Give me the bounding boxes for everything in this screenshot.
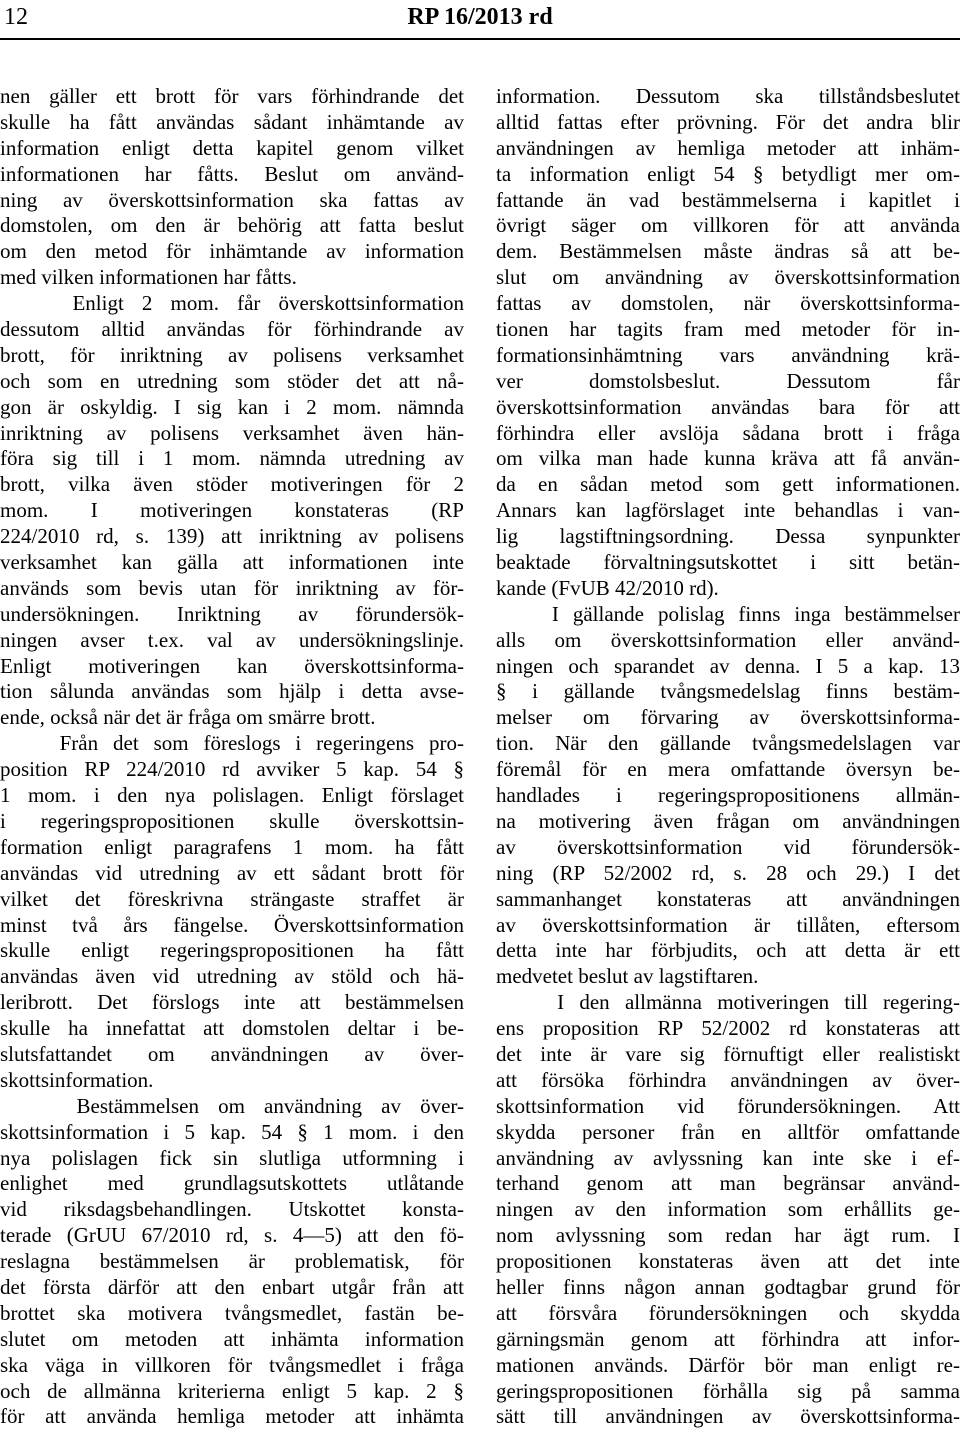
- text-line: fattande än vad bestämmelserna i kapitlet i: [496, 187, 960, 212]
- text-line: minst två års fängelse. Överskottsinformation: [0, 912, 464, 937]
- text-line: slutsfattandet om användningen av över-: [0, 1041, 464, 1066]
- text-line: formation enligt paragrafens 1 mom. ha fått: [0, 834, 464, 859]
- text-line: av överskottsinformation är tillåten, eftersom: [496, 912, 960, 937]
- text-line: sätt till användningen av överskottsinforma-: [496, 1404, 960, 1429]
- text-line: reslagna bestämmelsen är problematisk, för: [0, 1249, 464, 1274]
- text-line: skydda personer från en alltför omfattande: [496, 1119, 960, 1144]
- right-text-column: [496, 84, 960, 1430]
- text-line: Enligt motiveringen kan överskottsinforma-: [0, 653, 464, 678]
- text-line: 224/2010 rd, s. 139) att inriktning av polisens: [0, 524, 464, 549]
- text-line: ens proposition RP 52/2002 rd konstateras att: [496, 1016, 960, 1041]
- text-line: kande (FvUB 42/2010 rd).: [496, 575, 719, 600]
- text-line: domstolen, om den är behörig att fatta beslut: [0, 213, 464, 238]
- text-line: användningen av hemliga metoder att inhäm-: [496, 135, 960, 160]
- text-line: tionen har tagits fram med metoder för in-: [496, 317, 960, 342]
- text-line: tion sålunda användas som hjälp i detta avse-: [0, 679, 464, 704]
- text-line: att försöka förhindra användningen av över-: [496, 1067, 960, 1092]
- text-line: föra sig till i 1 mom. nämnda utredning av: [0, 446, 464, 471]
- text-line: i regeringspropositionen skulle överskottsin-: [0, 808, 464, 833]
- text-line: beaktade förvaltningsutskottet i sitt betän-: [496, 550, 960, 575]
- text-line: skulle enligt regeringspropositionen ha fått: [0, 938, 464, 963]
- text-line: slut om användning av överskottsinformation: [496, 265, 960, 290]
- text-line: dessutom alltid användas för förhindrande av: [0, 317, 464, 342]
- text-line: nya polislagen fick sin slutliga utformning i: [0, 1145, 464, 1170]
- text-line: tion. När den gällande tvångsmedelslagen var: [496, 731, 960, 756]
- page-header: [0, 0, 960, 44]
- left-text-column: [0, 84, 464, 1430]
- text-line: ning av överskottsinformation ska fattas av: [0, 187, 464, 212]
- text-line: övrigt säger om villkoren för att använda: [496, 213, 960, 238]
- text-line: position RP 224/2010 rd avviker 5 kap. 54 §: [0, 757, 464, 782]
- text-line: mationen används. Därför bör man enligt re-: [496, 1352, 960, 1377]
- text-line: Bestämmelsen om användning av över-: [0, 1093, 464, 1118]
- text-line: melser om förvaring av överskottsinforma-: [496, 705, 960, 730]
- text-line: ska väga in villkoren för tvångsmedlet i fråga: [0, 1352, 464, 1377]
- text-line: gon är oskyldig. I sig kan i 2 mom. nämnda: [0, 394, 464, 419]
- text-line: det första därför att den enbart utgår från att: [0, 1274, 464, 1299]
- text-line: skottsinformation.: [0, 1067, 154, 1092]
- text-line: da en sådan metod som gett informationen.: [496, 472, 960, 497]
- text-line: geringspropositionen förhålla sig på samma: [496, 1378, 960, 1403]
- text-line: I den allmänna motiveringen till regering-: [496, 990, 960, 1015]
- text-line: information enligt detta kapitel genom vilket: [0, 135, 464, 160]
- text-line: nom avlyssning som redan har ägt rum. I: [496, 1223, 960, 1248]
- text-line: ningen avser t.ex. val av undersökningslinje.: [0, 627, 464, 652]
- text-line: skottsinformation vid förundersökningen. Att: [496, 1093, 960, 1118]
- text-line: leribrott. Det förslogs inte att bestämmelsen: [0, 990, 464, 1015]
- text-line: nen gäller ett brott för vars förhindrande det: [0, 84, 464, 108]
- text-line: skulle ha fått användas sådant inhämtande av: [0, 109, 464, 134]
- text-line: 1 mom. i den nya polislagen. Enligt förslaget: [0, 783, 464, 808]
- text-line: med vilken informationen har fåtts.: [0, 265, 297, 290]
- text-line: terhand genom att man begränsar använd-: [496, 1171, 960, 1196]
- text-line: alls om överskottsinformation eller använd-: [496, 627, 960, 652]
- text-line: ende, också när det är fråga om smärre brott.: [0, 705, 376, 730]
- text-line: ning (RP 52/2002 rd, s. 28 och 29.) I det: [496, 860, 960, 885]
- text-line: na motivering även frågan om användningen: [496, 808, 960, 833]
- document-id: RP 16/2013 rd: [407, 4, 553, 30]
- text-line: skottsinformation i 5 kap. 54 § 1 mom. i den: [0, 1119, 464, 1144]
- text-line: föremål för en mera omfattande översyn be-: [496, 757, 960, 782]
- text-line: Enligt 2 mom. får överskottsinformation: [0, 291, 464, 316]
- text-line: slutet om metoden att inhämta information: [0, 1326, 464, 1351]
- text-line: inriktning av polisens verksamhet även hän-: [0, 420, 464, 445]
- text-line: förhindra eller avslöja sådana brott i fråga: [496, 420, 960, 445]
- text-line: Från det som föreslogs i regeringens pro-: [0, 731, 464, 756]
- text-line: § i gällande tvångsmedelslag finns bestäm-: [496, 679, 960, 704]
- text-line: information. Dessutom ska tillståndsbeslutet: [496, 84, 960, 108]
- text-line: om den metod för inhämtande av information: [0, 239, 464, 264]
- text-line: brott, vilka även stöder motiveringen för 2: [0, 472, 464, 497]
- text-line: medvetet beslut av lagstiftaren.: [496, 964, 759, 989]
- text-line: mom. I motiveringen konstateras (RP: [0, 498, 464, 523]
- text-line: om vilka man hade kunna kräva att få använ-: [496, 446, 960, 471]
- text-line: brottet ska motivera tvångsmedlet, fastän be-: [0, 1300, 464, 1325]
- text-line: fattas av domstolen, när överskottsinforma-: [496, 291, 960, 316]
- text-line: ver domstolsbeslut. Dessutom får: [496, 368, 960, 393]
- text-line: av överskottsinformation vid förundersök-: [496, 834, 960, 859]
- text-line: för att använda hemliga metoder att inhämta: [0, 1404, 464, 1429]
- text-line: används som bevis utan för inriktning av för-: [0, 575, 464, 600]
- text-line: propositionen konstateras även att det inte: [496, 1249, 960, 1274]
- text-line: gärningsmän genom att förhindra att infor-: [496, 1326, 960, 1351]
- text-line: att försvåra förundersökningen och skydda: [496, 1300, 960, 1325]
- text-line: användning av avlyssning kan inte ske i ef-: [496, 1145, 960, 1170]
- text-line: detta inte har förbjudits, och att detta är ett: [496, 938, 960, 963]
- text-line: och som en utredning som stöder det att nå-: [0, 368, 464, 393]
- page-number: 12: [4, 4, 28, 30]
- text-line: det inte är vare sig förnuftigt eller realistiskt: [496, 1041, 960, 1066]
- text-line: alltid fattas efter prövning. För det andra blir: [496, 109, 960, 134]
- text-line: brott, för inriktning av polisens verksamhet: [0, 342, 464, 367]
- text-line: informationen har fåtts. Beslut om använd-: [0, 161, 464, 186]
- header-rule: [0, 38, 960, 40]
- text-line: användas även vid utredning av stöld och hä-: [0, 964, 464, 989]
- text-line: I gällande polislag finns inga bestämmelser: [496, 601, 960, 626]
- text-line: lig lagstiftningsordning. Dessa synpunkter: [496, 524, 960, 549]
- text-line: överskottsinformation användas bara för att: [496, 394, 960, 419]
- text-line: sammanhanget konstateras att användningen: [496, 886, 960, 911]
- text-line: dem. Bestämmelsen måste ändras så att be-: [496, 239, 960, 264]
- text-line: skulle ha innefattat att domstolen deltar i be-: [0, 1016, 464, 1041]
- text-line: och de allmänna kriterierna enligt 5 kap. 2 §: [0, 1378, 464, 1403]
- text-line: ta information enligt 54 § betydligt mer om-: [496, 161, 960, 186]
- text-line: heller finns någon annan godtagbar grund för: [496, 1274, 960, 1299]
- text-line: vilket det föreskrivna strängaste straffet är: [0, 886, 464, 911]
- text-line: handlades i regeringspropositionens allmän-: [496, 783, 960, 808]
- text-line: användas vid utredning av ett sådant brott för: [0, 860, 464, 885]
- text-line: ningen av den information som erhållits ge-: [496, 1197, 960, 1222]
- text-line: ningen och sparandet av denna. I 5 a kap. 13: [496, 653, 960, 678]
- text-line: formationsinhämtning vars användning krä-: [496, 342, 960, 367]
- text-line: terade (GrUU 67/2010 rd, s. 4—5) att den fö-: [0, 1223, 464, 1248]
- text-line: Annars kan lagförslaget inte behandlas i van-: [496, 498, 960, 523]
- text-line: enlighet med grundlagsutskottets utlåtande: [0, 1171, 464, 1196]
- text-line: undersökningen. Inriktning av förundersök-: [0, 601, 464, 626]
- text-line: vid riksdagsbehandlingen. Utskottet konsta-: [0, 1197, 464, 1222]
- text-line: verksamhet kan gälla att informationen inte: [0, 550, 464, 575]
